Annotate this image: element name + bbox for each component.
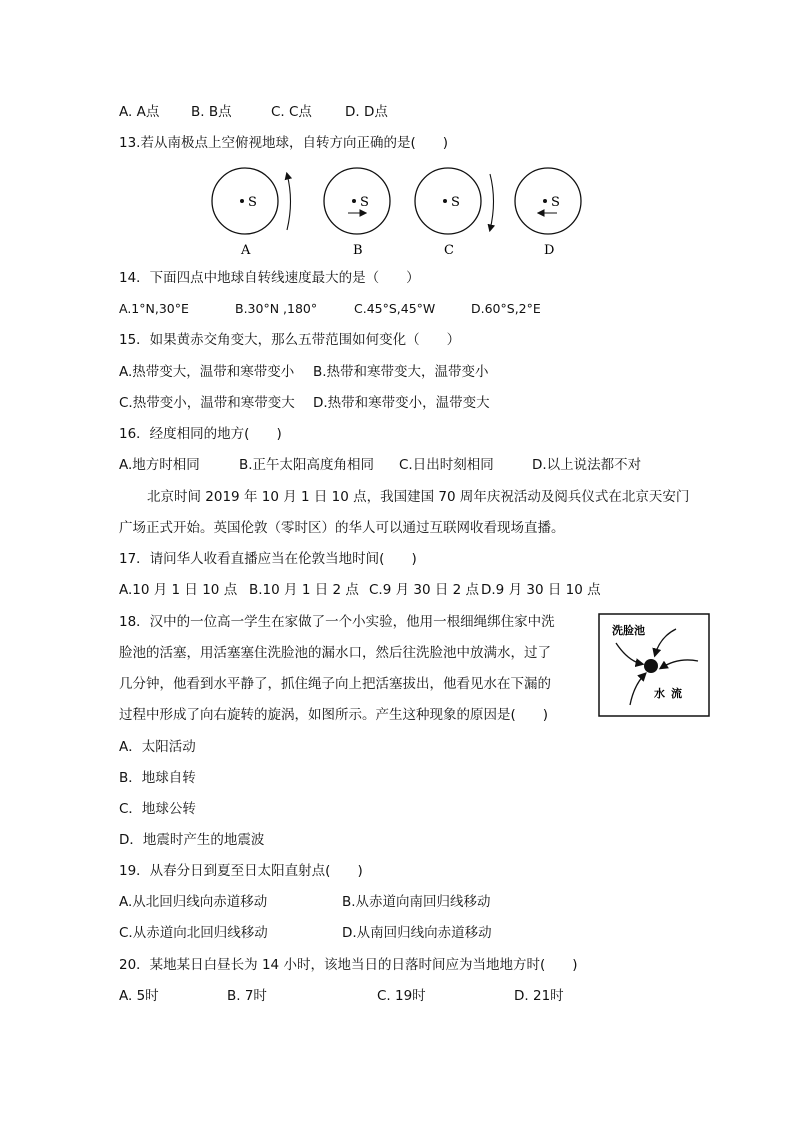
q16-option-c[interactable]: C.日出时刻相同 [399, 457, 494, 473]
q19-option-d[interactable]: D.从南回归线向赤道移动 [342, 925, 492, 941]
q14-option-b[interactable]: B.30°N ,180° [235, 301, 318, 316]
q20-stem: 20．某地某日白昼长为 14 小时，该地当日的日落时间应为当地地方时( ) [119, 957, 578, 973]
q15-option-d[interactable]: D.热带和寒带变小，温带变大 [313, 395, 490, 411]
q15-option-c[interactable]: C.热带变小，温带和寒带变大 [119, 395, 295, 411]
q18-stem-line-2: 脸池的活塞，用活塞塞住洗脸池的漏水口，然后往洗脸池中放满水，过了 [119, 645, 551, 661]
q13-figure-d-center-label: S [551, 195, 560, 210]
q13-figure-c[interactable] [415, 168, 494, 258]
q18-stem-line-4: 过程中形成了向右旋转的旋涡，如图所示。产生这种现象的原因是( ) [119, 707, 549, 723]
q18-stem-line-1: 18．汉中的一位高一学生在家做了一个小实验，他用一根细绳绑住家中洗 [119, 614, 555, 630]
q13-figure-a-center-label: S [248, 195, 257, 210]
q18-stem-line-3: 几分钟，他看到水平静了，抓住绳子向上把活塞拔出，他看见水在下漏的 [119, 676, 551, 692]
q13-figure-label-b: B [353, 243, 363, 258]
q14-option-a[interactable]: A.1°N,30°E [119, 301, 189, 316]
q16-option-a[interactable]: A.地方时相同 [119, 457, 200, 473]
q18-option-b[interactable]: B．地球自转 [119, 770, 196, 786]
q13-figure-b[interactable] [324, 168, 390, 258]
q17-option-a[interactable]: A.10 月 1 日 10 点 [119, 582, 238, 598]
q17-option-c[interactable]: C.9 月 30 日 2 点 [369, 582, 480, 598]
q16-option-b[interactable]: B.正午太阳高度角相同 [239, 457, 375, 473]
q12-option-b[interactable]: B. B点 [191, 104, 232, 120]
q13-figure-label-d: D [544, 243, 555, 258]
q13-figure-a[interactable] [212, 168, 291, 258]
q18-figure-title: 洗脸池 [612, 624, 645, 637]
q19-stem: 19．从春分日到夏至日太阳直射点( ) [119, 863, 363, 879]
drain-hole-icon [644, 659, 658, 673]
q13-figure-c-center-label: S [451, 195, 460, 210]
q16-stem: 16．经度相同的地方( ) [119, 426, 282, 442]
arrow-down-icon [490, 174, 494, 230]
q15-option-b[interactable]: B.热带和寒带变大，温带变小 [313, 364, 489, 380]
q12-option-d[interactable]: D. D点 [345, 104, 388, 120]
q15-option-a[interactable]: A.热带变大，温带和寒带变小 [119, 364, 295, 380]
q15-stem: 15．如果黄赤交角变大，那么五带范围如何变化（ ） [119, 332, 461, 348]
q18-option-c[interactable]: C．地球公转 [119, 801, 196, 817]
q19-option-c[interactable]: C.从赤道向北回归线移动 [119, 925, 268, 941]
q19-option-b[interactable]: B.从赤道向南回归线移动 [342, 894, 491, 910]
q12-option-a[interactable]: A. A点 [119, 104, 160, 120]
q13-figure-label-c: C [444, 243, 454, 258]
q14-option-d[interactable]: D.60°S,2°E [471, 301, 541, 316]
q20-option-b[interactable]: B. 7时 [227, 988, 267, 1004]
q13-figure-b-center-label: S [360, 195, 369, 210]
q18-option-a[interactable]: A．太阳活动 [119, 739, 196, 755]
q18-option-d[interactable]: D．地震时产生的地震波 [119, 832, 265, 848]
passage-line-1: 北京时间 2019 年 10 月 1 日 10 点，我国建国 70 周年庆祝活动及阅兵仪式在北京天安门 [147, 489, 690, 505]
q18-figure-label-water: 水 [654, 687, 665, 700]
q20-option-c[interactable]: C. 19时 [377, 988, 426, 1004]
passage-line-2: 广场正式开始。英国伦敦（零时区）的华人可以通过互联网收看现场直播。 [119, 520, 565, 536]
q13-figure-d[interactable] [515, 168, 581, 258]
q14-stem: 14．下面四点中地球自转线速度最大的是（ ） [119, 270, 420, 286]
q18-sink-vortex-figure [598, 613, 710, 717]
q13-rotation-figure [205, 160, 595, 260]
q13-stem: 13.若从南极点上空俯视地球，自转方向正确的是( ) [119, 135, 449, 151]
q19-option-a[interactable]: A.从北回归线向赤道移动 [119, 894, 268, 910]
q17-option-b[interactable]: B.10 月 1 日 2 点 [249, 582, 359, 598]
q13-figure-label-a: A [241, 243, 251, 258]
q20-option-d[interactable]: D. 21时 [514, 988, 564, 1004]
q18-figure-label-flow: 流 [671, 687, 682, 700]
q14-option-c[interactable]: C.45°S,45°W [354, 301, 436, 316]
q12-option-c[interactable]: C. C点 [271, 104, 312, 120]
arrow-up-icon [287, 174, 291, 230]
q17-stem: 17．请问华人收看直播应当在伦敦当地时间( ) [119, 551, 417, 567]
q16-option-d[interactable]: D.以上说法都不对 [532, 457, 642, 473]
q17-option-d[interactable]: D.9 月 30 日 10 点 [481, 582, 601, 598]
q20-option-a[interactable]: A. 5时 [119, 988, 159, 1004]
